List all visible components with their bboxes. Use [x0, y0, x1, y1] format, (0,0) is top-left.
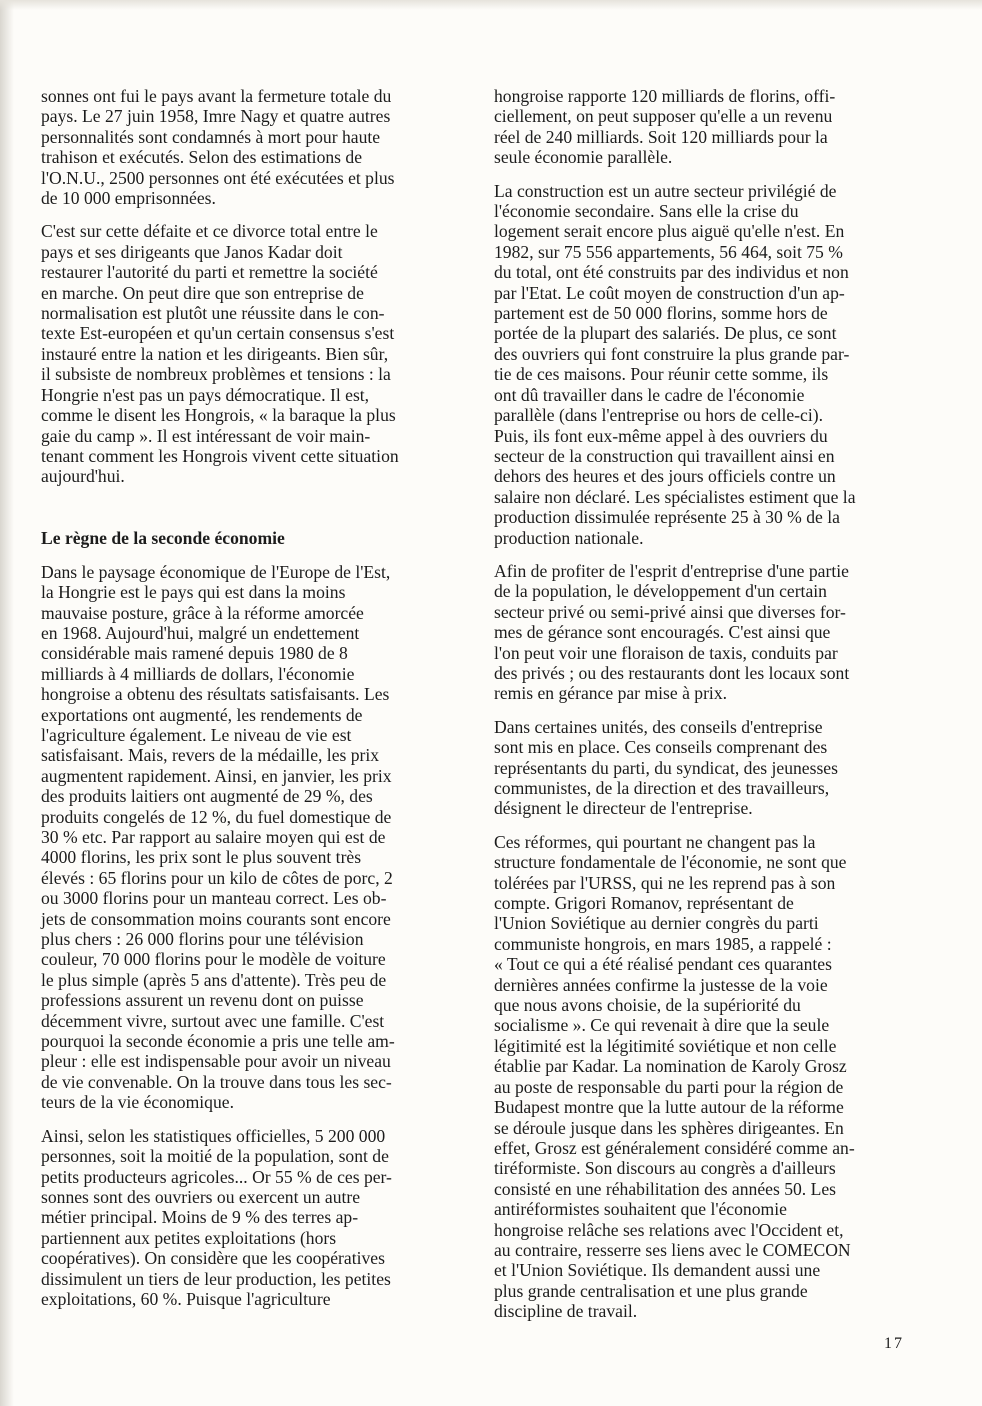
- left-column: [41, 86, 453, 1322]
- left-paragraph-3: Dans le paysage économique de l'Europe de l'Est, la Hongrie est le pays qui est dans la moins mauvaise posture, grâce à la réforme amorcée en 1968. Aujourd'hui, malgré un endettement considérable mais ramené depuis 1980 de 8 milliards à 4 milliards de dollars, l'économie hongroise a obtenu des résultats satisfaisants. Les exportations ont augmenté, les rendements de l'agriculture également. Le niveau de vie est satisfaisant. Mais, revers de la médaille, les prix augmentent rapidement. Ainsi, en janvier, les prix des produits laitiers ont augmenté de 29 %, des produits congelés de 12 %, du fuel domestique de 30 % etc. Par rapport au salaire moyen qui est de 4000 florins, les prix sont le plus souvent très élevés : 65 florins pour un kilo de côtes de porc, 2 ou 3000 florins pour un manteau correct. Les ob- jets de consommation moins courants sont encore plus chers : 26 000 florins pour une télévision couleur, 70 000 florins pour le modèle de voiture le plus simple (après 5 ans d'attente). Très peu de professions assurent un revenu dont on puisse décemment vivre, surtout avec une famille. C'est pourquoi la seconde économie a pris une telle am- pleur : elle est indispensable pour avoir un niveau de vie convenable. On la trouve dans tous les sec- teurs de la vie économique.: [41, 561, 395, 1113]
- right-paragraph-2: La construction est un autre secteur privilégié de l'économie secondaire. Sans elle la crise du logement serait encore plus aiguë qu'elle n'est. En 1982, sur 75 556 appartements, 56 464, soit 75 % du total, ont été construits par des individus et non par l'Etat. Le coût moyen de construction d'un ap- partement est de 50 000 florins, somme hors de portée de la plupart des salariés. De plus, ce sont des ouvriers qui font construire la plus grande par- tie de ces maisons. Pour réunir cette somme, ils ont dû travailler dans le cadre de l'économie parallèle (dans l'entreprise ou hors de celle-ci). Puis, ils font eux-même appel à des ouvriers du secteur de la construction qui travaillent ainsi en dehors des heures et des jours officiels contre un salaire non déclaré. Les spécialistes estiment que la production dissimulée représente 25 à 30 % de la production nationale.: [494, 180, 856, 548]
- left-paragraph-2: C'est sur cette défaite et ce divorce total entre le pays et ses dirigeants que Janos Kadar doit restaurer l'autorité du parti et remettre la société en marche. On peut dire que son entreprise de normalisation est plutôt une réussite dans le con- texte Est-européen et qu'un certain consensus s'est instauré entre la nation et les dirigeants. Bien sûr, il subsiste de nombreux problèmes et tensions : la Hongrie n'est pas un pays démocratique. Il est, comme le disent les Hongrois, « la baraque la plus gaie du camp ». Il est intéressant de voir main- tenant comment les Hongrois vivent cette situation aujourd'hui.: [41, 221, 399, 487]
- right-paragraph-5: Ces réformes, qui pourtant ne changent pas la structure fondamentale de l'économie, ne sont que tolérées par l'URSS, qui ne les reprend pas à son compte. Grigori Romanov, représentant de l'Union Soviétique au dernier congrès du parti communiste hongrois, en mars 1985, a rappelé : « Tout ce qui a été réalisé pendant ces quarantes dernières années confirme la justesse de la voie que nous avons choisie, de la supériorité du socialisme ». Ce qui revenait à dire que la seule légitimité est la légitimité soviétique et non celle établie par Kadar. La nomination de Karoly Grosz au poste de responsable du parti pour la région de Budapest montre que la lutte autour de la réforme se déroule jusque dans les sphères dirigeantes. En effet, Grosz est généralement considéré comme an- tiréformiste. Son discours au congrès a d'ailleurs consisté en une réhabilitation des années 50. Les antiréformistes souhaitent que l'économie hongroise relâche ses relations avec l'Occident et, au contraire, resserre ses liens avec le COMECON et l'Union Soviétique. Ils demandent aussi une plus grande centralisation et une plus grande discipline de travail.: [494, 831, 855, 1322]
- right-paragraph-3: Afin de profiter de l'esprit d'entreprise d'une partie de la population, le développement d'un certain secteur privé ou semi-privé ainsi que diverses for- mes de gérance sont encouragés. C'est ainsi que l'on peut voir une floraison de taxis, conduits par des privés ; ou des restaurants dont les locaux sont remis en gérance par mise à prix.: [494, 560, 850, 704]
- right-paragraph-1: hongroise rapporte 120 milliards de florins, offi- ciellement, on peut supposer qu'elle a un revenu réel de 240 milliards. Soit 120 milliards pour la seule économie parallèle.: [494, 86, 836, 168]
- left-paragraph-4: Ainsi, selon les statistiques officielles, 5 200 000 personnes, soit la moitié de la population, sont de petits producteurs agricoles... Or 55 % de ces per- sonnes sont des ouvriers ou exercent un autre métier principal. Moins de 9 % des terres ap- partiennent aux petites exploitations (hors coopératives). On considère que les coopératives dissimulent un tiers de leur production, les petites exploitations, 60 %. Puisque l'agriculture: [41, 1125, 392, 1309]
- left-paragraph-1: sonnes ont fui le pays avant la fermeture totale du pays. Le 27 juin 1958, Imre Nagy et quatre autres personnalités sont condamnés à mort pour haute trahison et exécutés. Selon des estimations de l'O.N.U., 2500 personnes ont été exécutées et plus de 10 000 emprisonnées.: [41, 86, 395, 209]
- section-gap: [41, 500, 453, 528]
- right-paragraph-4: Dans certaines unités, des conseils d'entreprise sont mis en place. Ces conseils comprenant des représentants du parti, du syndicat, des jeunesses communistes, de la direction et des travailleurs, désignent le directeur de l'entreprise.: [494, 716, 838, 819]
- scan-top-shadow: [0, 0, 982, 10]
- scan-edge-shadow: [0, 0, 14, 1406]
- page-number: 17: [884, 1335, 904, 1352]
- right-column: [494, 86, 906, 1335]
- section-heading: Le règne de la seconde économie: [41, 527, 285, 548]
